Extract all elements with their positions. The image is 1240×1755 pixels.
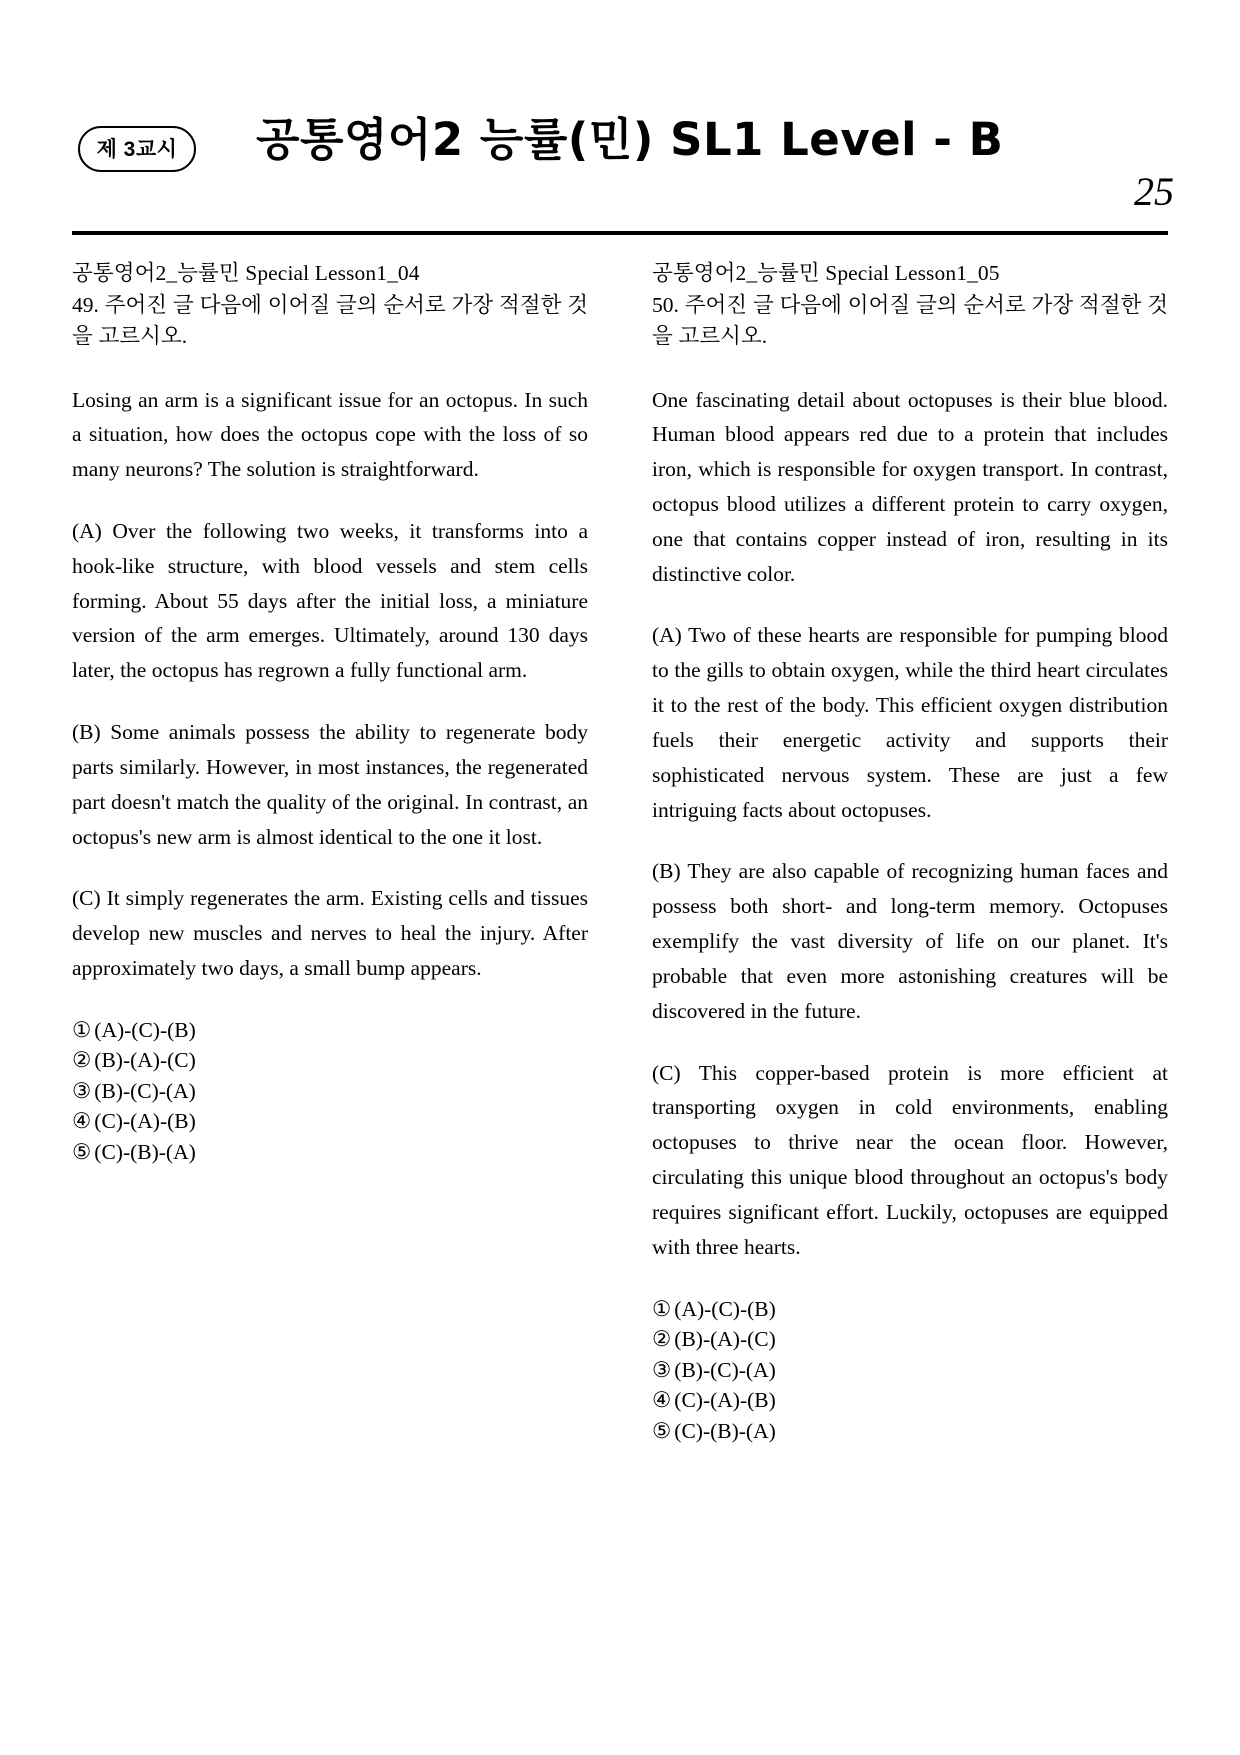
period-badge-label: 제 3교시 <box>96 137 178 161</box>
question-prompt: 50. 주어진 글 다음에 이어질 글의 순서로 가장 적절한 것을 고르시오. <box>652 293 1168 349</box>
answer-choice[interactable] <box>72 1045 588 1076</box>
answer-choice[interactable] <box>652 1385 1168 1416</box>
answer-choice[interactable] <box>652 1324 1168 1355</box>
question-column-right <box>652 258 1168 1462</box>
question-prompt: 49. 주어진 글 다음에 이어질 글의 순서로 가장 적절한 것을 고르시오. <box>72 293 588 349</box>
answer-choice[interactable] <box>652 1416 1168 1447</box>
answer-choice-number: ⑤ <box>652 1418 672 1443</box>
answer-choice-text: (C)-(B)-(A) <box>94 1140 196 1164</box>
page-number: 25 <box>1134 169 1174 214</box>
answer-choice-number: ③ <box>652 1357 672 1382</box>
answer-choice-number: ⑤ <box>72 1140 92 1164</box>
answer-choice-number: ② <box>652 1327 672 1352</box>
answer-choice-number: ④ <box>652 1388 672 1413</box>
answer-choice-number: ④ <box>72 1109 92 1134</box>
passage-paragraph: (B) Some animals possess the ability to regenerate body parts similarly. However, in most instances, the regenerated part doesn't match the quality of the original. In contrast, an octopus's new arm is almost identical to the one it lost. <box>72 720 588 849</box>
answer-choice-text: (C)-(A)-(B) <box>94 1109 196 1134</box>
answer-choice-text: (C)-(B)-(A) <box>674 1418 776 1443</box>
passage-paragraph: (B) They are also capable of recognizing human faces and possess both short- and long-term memory. Octopuses exemplify the vast diversity of life on our planet. It's probable that even more astonishing creatures will be discovered in the future. <box>652 859 1168 1023</box>
answer-choice-list <box>652 1294 1168 1447</box>
page-header <box>78 110 1174 230</box>
answer-choice[interactable] <box>652 1355 1168 1386</box>
question-source: 공통영어2_능률민 Special Lesson1_04 <box>72 261 420 285</box>
passage-paragraph: One fascinating detail about octopuses is their blue blood. Human blood appears red due to a protein that includes iron, which is responsible for oxygen transport. In contrast, octopus blood utilizes a different protein to carry oxygen, one that contains copper instead of iron, resulting in its distinctive color. <box>652 387 1168 586</box>
answer-choice-text: (B)-(A)-(C) <box>674 1327 776 1352</box>
answer-choice-number: ② <box>72 1048 92 1073</box>
answer-choice-text: (B)-(A)-(C) <box>94 1048 196 1073</box>
page-title: 공통영어2 능률(민) SL1 Level - B <box>256 113 1004 166</box>
answer-choice[interactable] <box>72 1106 588 1137</box>
answer-choice-number: ① <box>72 1017 92 1042</box>
question-source: 공통영어2_능률민 Special Lesson1_05 <box>652 261 1000 285</box>
passage-paragraph: (A) Over the following two weeks, it transforms into a hook-like structure, with blood vessels and stem cells forming. About 55 days after the initial loss, a miniature version of the arm emerges. Ultimately, around 130 days later, the octopus has regrown a fully functional arm. <box>72 519 588 683</box>
answer-choice[interactable] <box>72 1137 588 1168</box>
answer-choice-text: (B)-(C)-(A) <box>94 1078 196 1103</box>
answer-choice-text: (C)-(A)-(B) <box>674 1388 776 1413</box>
answer-choice[interactable] <box>72 1076 588 1107</box>
period-badge <box>78 126 196 172</box>
passage-paragraph: (C) This copper-based protein is more efficient at transporting oxygen in cold environments, enabling octopuses to thrive near the ocean floor. However, circulating this unique blood throughout an octopus's body requires significant effort. Luckily, octopuses are equipped with three hearts. <box>652 1060 1168 1259</box>
answer-choice-number: ③ <box>72 1078 92 1103</box>
answer-choice-list <box>72 1015 588 1168</box>
answer-choice-number: ① <box>652 1296 672 1321</box>
passage-paragraph: (C) It simply regenerates the arm. Existing cells and tissues develop new muscles and nerves to heal the injury. After approximately two days, a small bump appears. <box>72 886 588 981</box>
answer-choice[interactable] <box>652 1294 1168 1325</box>
answer-choice[interactable] <box>72 1015 588 1046</box>
two-column-body <box>72 258 1168 1462</box>
header-divider <box>72 231 1168 235</box>
answer-choice-text: (A)-(C)-(B) <box>94 1017 196 1042</box>
passage-paragraph: (A) Two of these hearts are responsible for pumping blood to the gills to obtain oxygen, while the third heart circulates it to the rest of the body. This efficient oxygen distribution fuels their energetic activity and supports their sophisticated nervous system. These are just a few intriguing facts about octopuses. <box>652 623 1168 822</box>
question-column-left <box>72 258 588 1462</box>
answer-choice-text: (B)-(C)-(A) <box>674 1357 776 1382</box>
passage-paragraph: Losing an arm is a significant issue for an octopus. In such a situation, how does the octopus cope with the loss of so many neurons? The solution is straightforward. <box>72 387 588 482</box>
answer-choice-text: (A)-(C)-(B) <box>674 1296 776 1321</box>
